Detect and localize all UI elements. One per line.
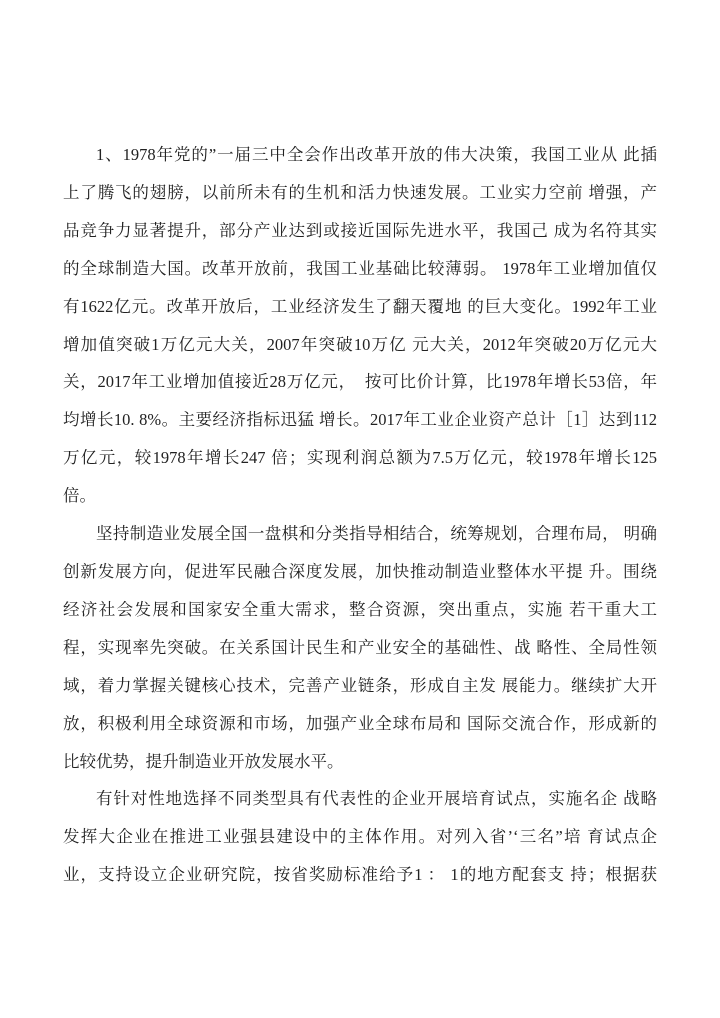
text-line: 万亿元，较1978年增长247 倍；实现利润总额为7.5万亿元，较1978年增长125 [63,448,657,468]
text-line: 1、1978年党的”一届三中全会作出改革开放的伟大决策，我国工业从 此插 [96,145,657,164]
paragraph-1 [63,136,657,515]
text-line: 发挥大企业在推进工业强县建设中的主体作用。对列入省’‘三名”培 育试点企 [63,827,657,847]
text-line: 放，积极利用全球资源和市场，加强产业全球布局和 国际交流合作，形成新的 [63,713,657,733]
text-line: 品竞争力显著提升，部分产业达到或接近国际先进水平，我国己 成为名符其实 [63,220,657,240]
document-body [63,0,657,894]
text-line: 的全球制造大国。改革开放前，我国工业基础比较薄弱。 1978年工业增加值仅 [63,258,657,278]
text-line: 均增长10. 8%。主要经济指标迅猛 增长。2017年工业企业资产总计［1］达到112 [63,410,657,430]
text-line: 经济社会发展和国家安全重大需求，整合资源，突出重点，实施 若干重大工 [63,599,657,619]
text-line: 有1622亿元。改革开放后，工业经济发生了翻天覆地 的巨大变化。1992年工业 [63,296,657,316]
text-line: 增加值突破1万亿元大关，2007年突破10万亿 元大关，2012年突破20万亿元大 [63,334,657,354]
text-line: 域，着力掌握关键核心技术，完善产业链条，形成自主发 展能力。继续扩大开 [63,675,657,695]
text-line: 创新发展方向，促进军民融合深度发展，加快推动制造业整体水平提 升。围绕 [63,561,657,581]
text-line: 业，支持设立企业研究院，按省奖励标准给予1 ： 1的地方配套支 持；根据获 [63,865,657,885]
text-line: 上了腾飞的翅膀，以前所未有的生机和活力快速发展。工业实力空前 增强，产 [63,182,657,202]
text-line: 关，2017年工业增加值接近28万亿元， 按可比价计算，比1978年增长53倍，年 [63,372,657,392]
text-line: 程，实现率先突破。在关系国计民生和产业安全的基础性、战 略性、全局性领 [63,637,657,657]
text-line: 比较优势，提升制造业开放发展水平。 [63,751,344,771]
text-line: 坚持制造业发展全国一盘棋和分类指导相结合，统筹规划，合理布局， 明确 [96,524,657,544]
paragraph-2 [63,515,657,780]
paragraph-3 [63,780,657,894]
text-line: 有针对性地选择不同类型具有代表性的企业开展培育试点，实施名企 战略 [96,789,657,809]
text-line: 倍。 [63,486,96,506]
